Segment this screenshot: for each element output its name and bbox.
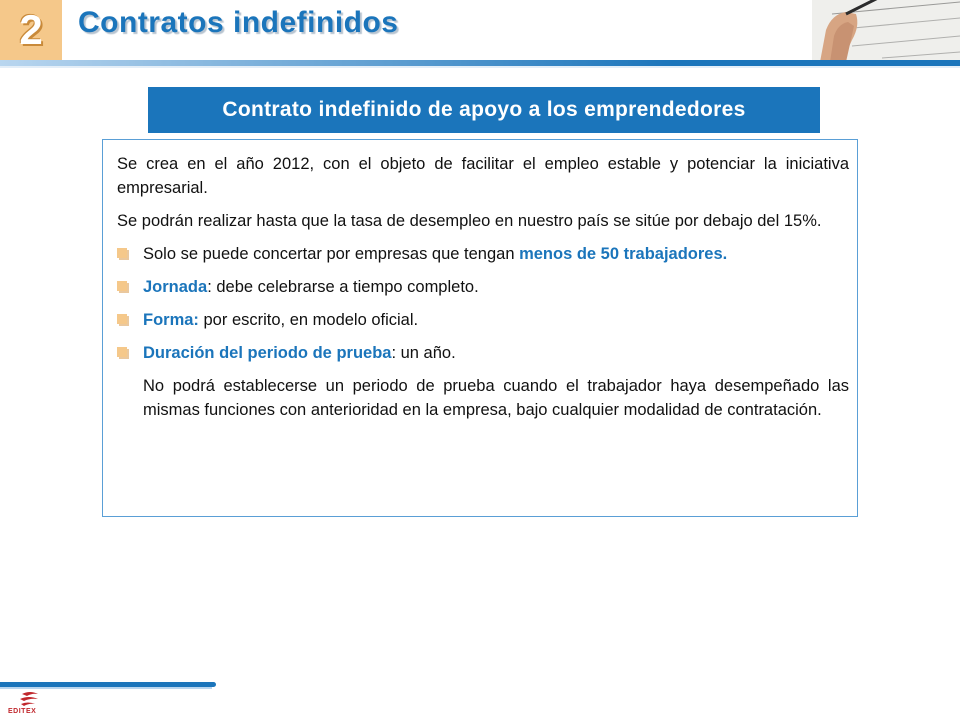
list-item-highlight: Forma:	[143, 311, 199, 329]
unemployment-paragraph: Se podrán realizar hasta que la tasa de desempleo en nuestro país se sitúe por debajo del 15%.	[117, 212, 822, 230]
chapter-number: 2	[0, 0, 62, 60]
trial-period-note: No podrá establecerse un periodo de prueba cuando el trabajador haya desempeñado las mismas funciones con anterioridad en la empresa, bajo cualquier modalidad de contratación.	[143, 377, 849, 419]
intro-paragraph: Se crea en el año 2012, con el objeto de facilitar el empleo estable y potenciar la iniciativa empresarial.	[117, 155, 849, 197]
hand-writing-photo-graphic	[812, 0, 960, 62]
editex-logo-text: EDITEX	[8, 708, 37, 715]
list-item	[117, 341, 849, 365]
list-item-highlight: Duración del periodo de prueba	[143, 344, 392, 362]
list-item	[117, 275, 849, 299]
list-item-text: por escrito, en modelo oficial.	[198, 311, 419, 329]
header-divider-light	[0, 66, 960, 68]
square-bullet-icon	[117, 281, 129, 293]
list-item-text: : un año.	[391, 344, 456, 362]
page-title: Contratos indefinidos	[78, 6, 399, 39]
footer-divider-light	[0, 687, 212, 689]
square-bullet-icon	[117, 347, 129, 359]
square-bullet-icon	[117, 248, 129, 260]
list-item	[117, 308, 849, 332]
list-item-highlight: menos de 50 trabajadores.	[519, 245, 728, 263]
section-title: Contrato indefinido de apoyo a los emprendedores	[148, 87, 820, 133]
content-box	[102, 139, 858, 517]
hand-writing-photo	[812, 0, 960, 62]
list-item-text: : debe celebrarse a tiempo completo.	[207, 278, 479, 296]
list-item-highlight: Jornada	[143, 278, 208, 296]
list-item	[117, 242, 849, 266]
list-item-text: Solo se puede concertar por empresas que tengan	[143, 245, 520, 263]
square-bullet-icon	[117, 314, 129, 326]
